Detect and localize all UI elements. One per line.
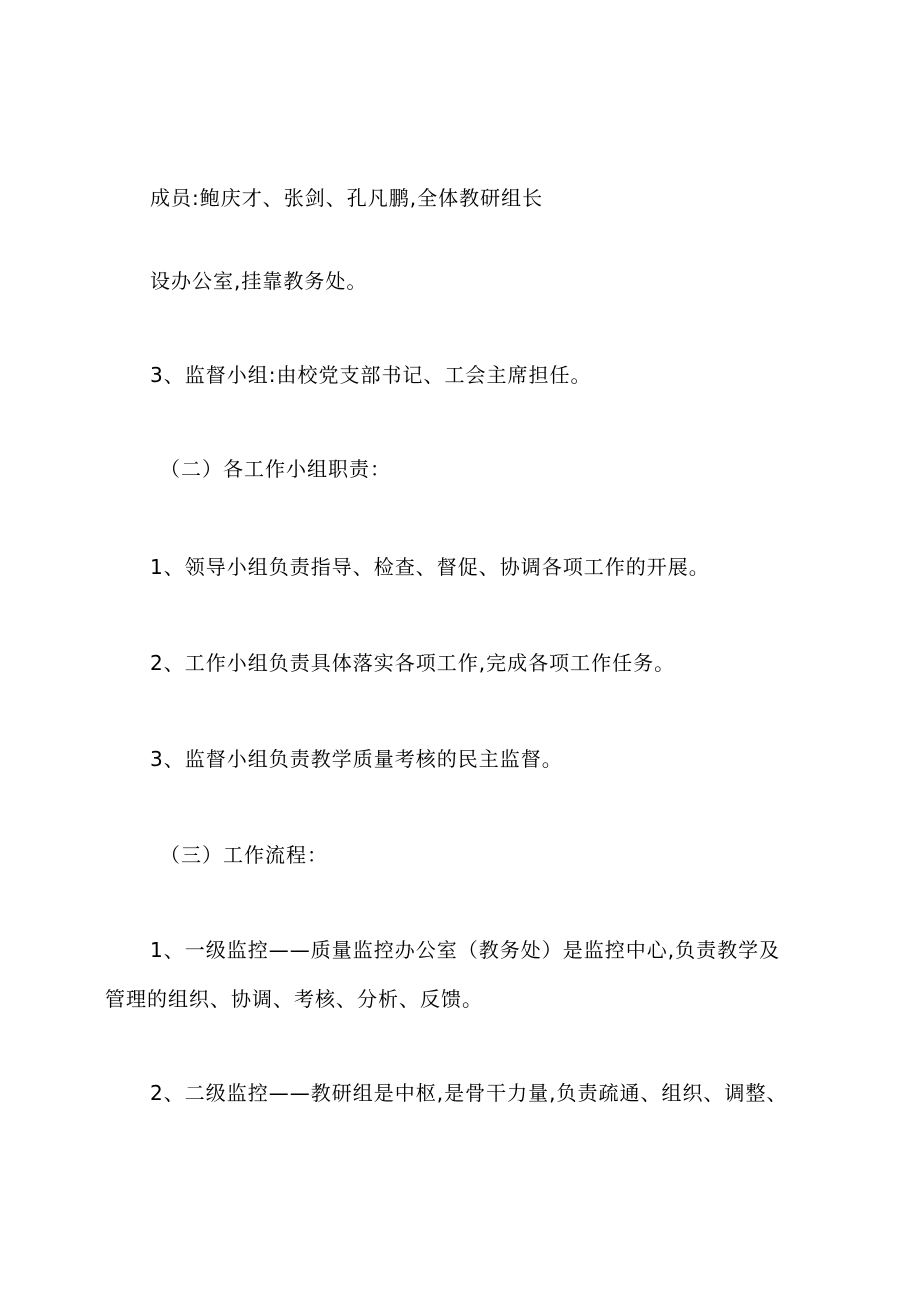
supervision-group-line: 3、监督小组:由校党支部书记、工会主席担任。 [150,363,592,387]
office-line: 设办公室,挂靠教务处。 [150,269,368,293]
workflow-item-level-1: 1、一级监控——质量监控办公室（教务处）是监控中心,负责教学及 [150,938,781,962]
duty-item-supervision: 3、监督小组负责教学质量考核的民主监督。 [150,747,563,771]
duty-item-leadership: 1、领导小组负责指导、检查、督促、协调各项工作的开展。 [150,555,710,579]
section-heading-workflow: （三）工作流程： [160,843,328,867]
section-heading-duties: （二）各工作小组职责： [160,457,391,481]
workflow-item-level-1-cont: 管理的组织、协调、考核、分析、反馈。 [105,987,483,1011]
duty-item-work-group: 2、工作小组负责具体落实各项工作,完成各项工作任务。 [150,651,676,675]
members-line: 成员:鲍庆才、张剑、孔凡鹏,全体教研组长 [150,186,544,210]
workflow-item-level-2: 2、二级监控——教研组是中枢,是骨干力量,负责疏通、组织、调整、 [150,1081,788,1105]
